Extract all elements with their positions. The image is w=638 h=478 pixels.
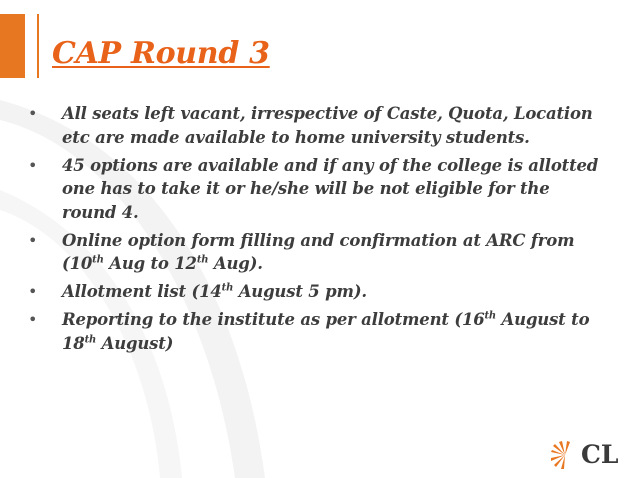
bullet-text: August): [96, 333, 174, 353]
title-accent-line: [37, 14, 39, 78]
ordinal-suffix: th: [84, 334, 97, 345]
bullet-list: [22, 102, 602, 360]
bullet-text: Allotment list (14: [62, 282, 222, 301]
title-accent-bar: [0, 14, 25, 78]
bullet-text: 45 options are available and if any of the college is allotted one has to take it or he/she will be not eligible for the round 4.: [62, 155, 599, 222]
slide-title: CAP Round 3: [52, 36, 270, 71]
ordinal-suffix: th: [484, 310, 497, 322]
bullet-text: August 5 pm).: [233, 282, 367, 301]
ordinal-suffix: th: [221, 282, 234, 294]
bullet-text: Aug).: [208, 254, 263, 273]
bullet-dot-icon: •: [28, 230, 38, 250]
logo-text: CL: [581, 439, 619, 469]
bullet-item: [22, 280, 602, 304]
bullet-item: [22, 308, 602, 355]
bullet-text: August to 18: [62, 310, 590, 353]
bullet-text: Online option form filling and confirmation at ARC from (10: [62, 230, 575, 273]
bullet-item: [22, 229, 602, 276]
bullet-dot-icon: •: [28, 104, 38, 123]
brand-logo: [547, 434, 618, 474]
ordinal-suffix: th: [92, 254, 104, 266]
bullet-item: [22, 102, 602, 149]
sunburst-logo-icon: [547, 439, 577, 469]
bullet-item: [22, 154, 602, 225]
bullet-dot-icon: •: [28, 310, 38, 329]
bullet-text: Reporting to the institute as per allotment (16: [62, 310, 485, 329]
ordinal-suffix: th: [196, 254, 209, 266]
bullet-dot-icon: •: [28, 155, 38, 175]
bullet-dot-icon: •: [28, 282, 38, 301]
bullet-text: All seats left vacant, irrespective of Caste, Quota, Location etc are made available to home university students.: [62, 104, 593, 147]
bullet-text: Aug to 12: [103, 254, 197, 273]
